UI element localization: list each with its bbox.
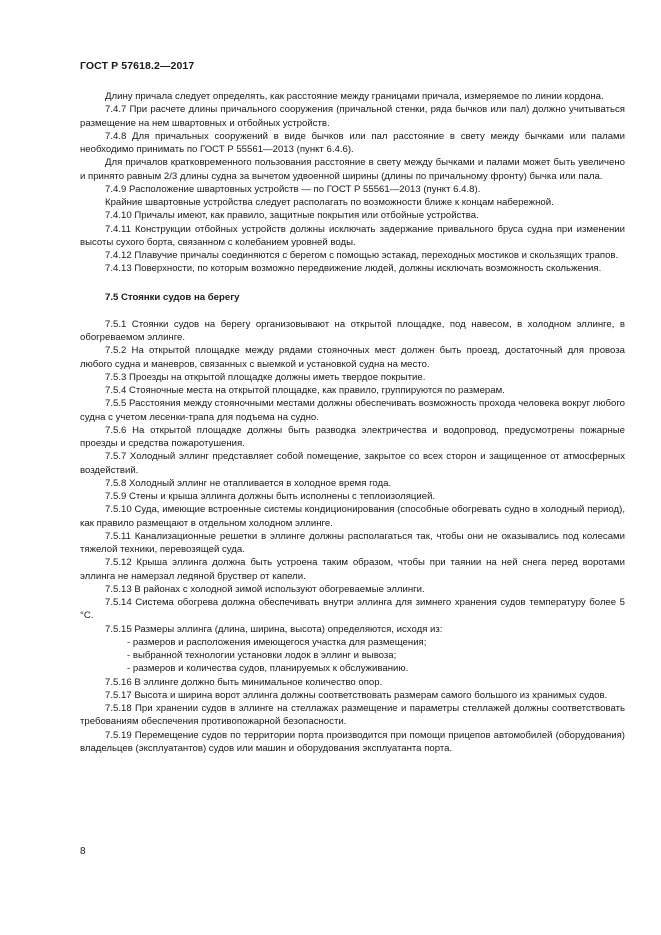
paragraph-7-5-17: 7.5.17 Высота и ширина ворот эллинга должны соответствовать размерам самого большого из хранимых судов. (105, 689, 608, 701)
paragraph: Для причалов кратковременного пользования расстояние в свету между бычками и палами может быть увеличено и принято равным 2/3 длины судна за вычетом удвоенной ширины (длины по причальному фронту) бычка или пала. (80, 157, 625, 182)
paragraph-7-4-13: 7.4.13 Поверхности, по которым возможно передвижение людей, должны исключать возможность скольжения. (105, 263, 602, 275)
list-item: - размеров и количества судов, планируемых к обслуживанию. (127, 663, 409, 675)
paragraph-7-4-8: 7.4.8 Для причальных сооружений в виде бычков или пал расстояние в свету между бычками или палами необходимо принимать по ГОСТ Р 55561—2013 (пункт 6.4.6). (80, 130, 625, 155)
list-item: - выбранной технологии установки лодок в эллинг и вывоза; (127, 650, 397, 661)
paragraph-7-5-19: 7.5.19 Перемещение судов по территории порта производится при помощи прицепов автомобилей (оборудования) владельцев (эксплуатантов) судов или машин и оборудования эксплуатанта порта. (80, 729, 625, 754)
paragraph-7-5-4: 7.5.4 Стояночные места на открытой площадке, как правило, группируются по размерам. (105, 385, 505, 396)
paragraph-7-5-13: 7.5.13 В районах с холодной зимой используют обогреваемые эллинги. (105, 583, 425, 595)
document-header: ГОСТ Р 57618.2—2017 (80, 60, 195, 72)
paragraph-7-4-11: 7.4.11 Конструкции отбойных устройств должны исключать задержание привального бруса судна при изменении высоты сухого борта, связанном с колебанием уровней воды. (80, 223, 625, 248)
paragraph-7-5-5: 7.5.5 Расстояния между стояночными местами должны обеспечивать возможность прохода человека вокруг любого судна с учетом лесенки-трапа для подъема на судно. (80, 398, 625, 423)
paragraph-7-5-6: 7.5.6 На открытой площадке должны быть разводка электричества и водопровод, предусмотрены пожарные проезды и средства пожаротушения. (80, 424, 625, 449)
paragraph: Длину причала следует определять, как расстояние между границами причала, измеряемое по линии кордона. (105, 91, 604, 102)
paragraph-7-5-16: 7.5.16 В эллинге должно быть минимальное количество опор. (105, 676, 383, 688)
paragraph-7-5-8: 7.5.8 Холодный эллинг не отапливается в холодное время года. (105, 477, 392, 489)
paragraph-7-5-11: 7.5.11 Канализационные решетки в эллинге должны располагаться так, чтобы они не оказывались под колесами тяжелой техники, перевозящей суда. (80, 530, 625, 555)
paragraph-7-4-10: 7.4.10 Причалы имеют, как правило, защитные покрытия или отбойные устройства. (105, 210, 479, 222)
paragraph-7-5-9: 7.5.9 Стены и крыша эллинга должны быть исполнены с теплоизоляцией. (105, 491, 436, 502)
paragraph-7-5-7: 7.5.7 Холодный эллинг представляет собой помещение, закрытое со всех сторон и защищенное от атмосферных воздействий. (80, 451, 625, 476)
paragraph-7-4-7: 7.4.7 При расчете длины причального сооружения (причальной стенки, ряда бычков или пал) должно учитываться размещение на нем швартовных и отбойных устройств. (80, 104, 625, 129)
paragraph-7-5-1: 7.5.1 Стоянки судов на берегу организовывают на открытой площадке, под навесом, в холодном эллинге, в обогреваемом эллинге. (80, 318, 625, 343)
paragraph-7-5-12: 7.5.12 Крыша эллинга должна быть устроена таким образом, чтобы при таянии на ней снега перед воротами эллинга не намерзал ледяной бруствер от капели. (80, 557, 625, 582)
paragraph-7-5-18: 7.5.18 При хранении судов в эллинге на стеллажах размещение и параметры стеллажей должны соответствовать требованиям обеспечения противопожарной безопасности. (80, 703, 625, 728)
paragraph-7-5-2: 7.5.2 На открытой площадке между рядами стояночных мест должен быть проезд, достаточный для провоза любого судна и маневров, связанных с выемкой и установкой судна на место. (80, 345, 625, 370)
document-body (80, 90, 625, 755)
paragraph: Крайние швартовные устройства следует располагать по возможности ближе к концам набережной. (105, 197, 554, 208)
section-heading-7-5: 7.5 Стоянки судов на берегу (105, 291, 240, 303)
page-number: 8 (80, 846, 86, 857)
paragraph-7-5-3: 7.5.3 Проезды на открытой площадке должны иметь твердое покрытие. (105, 371, 426, 383)
paragraph-7-5-15: 7.5.15 Размеры эллинга (длина, ширина, высота) определяются, исходя из: (105, 623, 443, 635)
paragraph-7-4-12: 7.4.12 Плавучие причалы соединяются с берегом с помощью эстакад, переходных мостиков и скользящих трапов. (105, 250, 619, 261)
paragraph-7-5-14: 7.5.14 Система обогрева должна обеспечивать внутри эллинга для зимнего хранения судов температуру более 5 °С. (80, 597, 625, 622)
list-item: - размеров и расположения имеющегося участка для размещения; (127, 636, 427, 648)
paragraph-7-4-9: 7.4.9 Расположение швартовных устройств — по ГОСТ Р 55561—2013 (пункт 6.4.8). (105, 183, 481, 195)
paragraph-7-5-10: 7.5.10 Суда, имеющие встроенные системы кондиционирования (способные обогревать судно в холодный период), как правило размещают в отдельном холодном эллинге. (80, 504, 625, 529)
